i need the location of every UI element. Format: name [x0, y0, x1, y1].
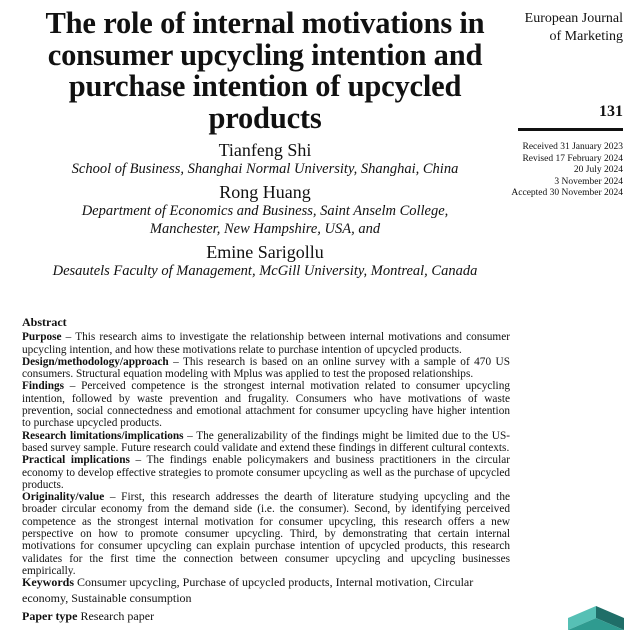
journal-name-line1: European Journal: [524, 11, 623, 26]
abstract-heading: Abstract: [22, 315, 67, 329]
abstract-design: [22, 356, 510, 381]
abstract-section-label: Design/methodology/approach: [22, 355, 169, 368]
revised-date-3: 3 November 2024: [554, 176, 623, 187]
abstract: [22, 316, 510, 577]
abstract-section-text: – The generalizability of the findings might be limited due to the US-based survey sample. Future research could validate and extend these findings in different cultural contexts.: [22, 429, 510, 454]
revised-date-2: 20 July 2024: [573, 165, 623, 175]
journal-name: [525, 10, 623, 46]
author-affiliation: Desautels Faculty of Management, McGill University, Montreal, Canada: [52, 263, 478, 279]
paper-type: [22, 609, 154, 624]
keywords-text: Consumer upcycling, Purchase of upcycled products, Internal motivation, Circular economy, Sustainable consumption: [22, 575, 474, 605]
abstract-section-text: – The findings enable policymakers and business practitioners in the circular economy to develop effective strategies to promote consumer upcycling as well as the purchase of upcycled products.: [22, 454, 510, 491]
abstract-section-text: – First, this research addresses the dearth of literature studying upcycling and the broader circular economy from the demand side (i.e. the consumer). Second, by identifying perceived competence as the strongest internal motivation for consumer upcycling, this research offers a new perspective on how to promote consumer upcycling. Third, by demonstrating that certain internal motivations for consumer upcycling can explain purchase intention of upcycled products, this research validates for the first time the connection between consumer upcycling and upcycling businesses empirically.: [22, 491, 510, 577]
abstract-purpose: [22, 331, 510, 356]
author-affiliation-line2: Manchester, New Hampshire, USA, and: [149, 221, 381, 237]
abstract-section-text: – This research is based on an online survey with a sample of 470 US consumers. Structural equation modeling with Mplus was applied to test the proposed relationships.: [22, 355, 510, 381]
keywords: [22, 575, 522, 606]
author-name: Emine Sarigollu: [206, 242, 324, 262]
author-block: [20, 140, 510, 178]
author-name: Tianfeng Shi: [218, 140, 312, 160]
abstract-originality: [22, 491, 510, 577]
received-date: Received 31 January 2023: [522, 142, 623, 152]
paper-type-label: Paper type: [22, 609, 78, 623]
paper-type-text: Research paper: [77, 609, 155, 623]
journal-name-line2: of Marketing: [549, 29, 623, 44]
author-name: Rong Huang: [219, 182, 311, 202]
abstract-section-text: – Perceived competence is the strongest internal motivation related to consumer upcycling intention, followed by waste prevention and frugality. Consumers who have motivations of waste prevention, social connectedness and emotional attachment for consumer upcycling have higher intention to purchase upcycled products.: [22, 380, 510, 430]
abstract-section-label: Originality/value: [22, 491, 105, 504]
abstract-section-label: Purpose: [22, 331, 62, 344]
abstract-limitations: [22, 430, 510, 455]
article-history: [511, 142, 623, 200]
author-block: [20, 242, 510, 280]
author-affiliation: School of Business, Shanghai Normal University, Shanghai, China: [71, 161, 459, 177]
author-affiliation-line1: Department of Economics and Business, Saint Anselm College,: [81, 203, 449, 219]
abstract-section-label: Practical implications: [22, 454, 130, 467]
abstract-practical: [22, 454, 510, 491]
abstract-section-label: Findings: [22, 380, 65, 393]
article-title: The role of internal motivations in consumer upcycling intention and purchase intention of upcycled products: [45, 6, 485, 135]
abstract-findings: [22, 380, 510, 429]
revised-date-1: Revised 17 February 2024: [522, 153, 623, 164]
publisher-logo-icon: [566, 604, 626, 630]
keywords-label: Keywords: [22, 575, 74, 589]
accepted-date: Accepted 30 November 2024: [511, 188, 623, 198]
author-block: [20, 182, 510, 238]
page-number: 131: [599, 103, 623, 120]
abstract-section-text: – This research aims to investigate the relationship between internal motivations and consumer upcycling intention, and how these motivations relate to purchase intention of upcycled products.: [22, 331, 510, 356]
header-rule: [518, 128, 623, 131]
abstract-section-label: Research limitations/implications: [22, 429, 184, 442]
